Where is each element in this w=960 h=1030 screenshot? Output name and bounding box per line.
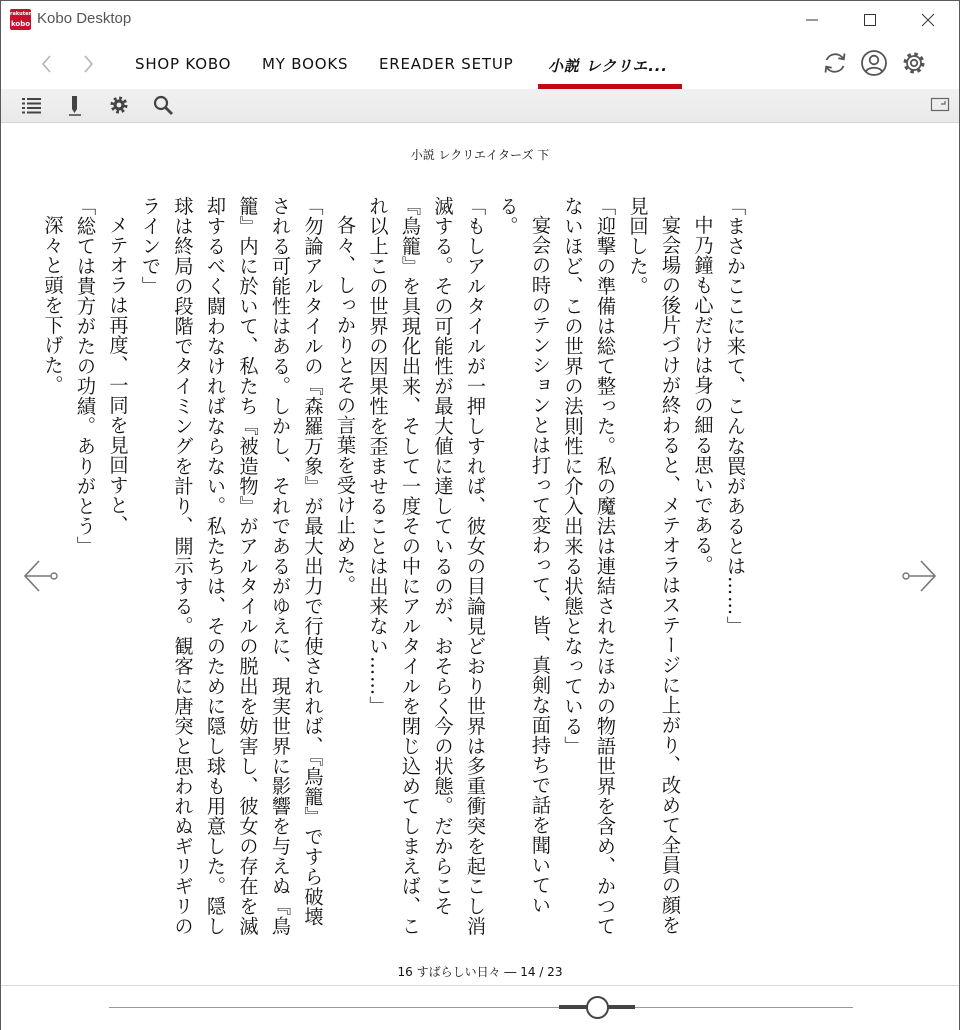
reading-settings-icon — [108, 94, 130, 116]
chapter-page-info: 16 すばらしい日々 ― 14 / 23 — [397, 965, 563, 979]
annotations-icon — [64, 94, 86, 116]
paragraph: 「総ては貴方がたの功績。ありがとう」 — [74, 196, 97, 556]
contents-icon — [21, 94, 43, 116]
close-button[interactable] — [899, 1, 957, 39]
paragraph: 「まさかここに来て、こんな罠があるとは……」 — [724, 196, 747, 636]
tab-my-books[interactable]: MY BOOKS — [262, 55, 349, 73]
annotations-button[interactable] — [64, 94, 86, 116]
title-bar — [1, 1, 959, 39]
settings-icon — [899, 48, 929, 78]
maximize-icon — [863, 13, 877, 27]
reading-pane[interactable] — [1, 123, 959, 985]
main-nav-bar — [1, 39, 959, 89]
search-icon — [152, 94, 174, 116]
paragraph: 中乃鐘も心だけは身の細る思いである。 — [691, 215, 715, 576]
account-button[interactable] — [859, 48, 889, 78]
tab-ereader-setup[interactable]: EREADER SETUP — [379, 55, 514, 73]
logo-text-top: rakuten — [10, 11, 33, 17]
previous-page-icon — [21, 551, 61, 601]
back-button[interactable] — [37, 53, 57, 75]
app-title: Kobo Desktop — [37, 10, 132, 27]
next-page-button[interactable] — [899, 551, 939, 601]
sync-button[interactable] — [820, 48, 850, 78]
tab-shop-kobo[interactable]: SHOP KOBO — [135, 55, 232, 73]
progress-slider-thumb[interactable] — [586, 996, 609, 1019]
forward-icon — [78, 53, 98, 75]
account-icon — [859, 48, 889, 78]
kobo-logo-icon — [10, 9, 31, 30]
paragraph: 宴会場の後片づけが終わると、メテオラはステージに上がり、改めて全員の顔を見回した。 — [626, 196, 682, 936]
paragraph: 深々と頭を下げた。 — [41, 215, 65, 396]
minimize-button[interactable] — [783, 1, 841, 39]
forward-button[interactable] — [78, 53, 98, 75]
settings-button[interactable] — [899, 48, 929, 78]
paragraph: 「もしアルタイルが一押しすれば、彼女の目論見どおり世界は多重衝突を起こし消滅する。その可能性が最大値に達しているのが、おそらく今の状態。だからこそ『鳥籠』を具現化出来、そして一度その中にアルタイルを閉じ込めてしまえば、これ以上この世界の因果性を歪ませることは出来ない……」 — [366, 196, 487, 936]
search-button[interactable] — [152, 94, 174, 116]
paragraph: 宴会の時のテンションとは打って変わって、皆、真剣な面持ちで話を聞いている。 — [496, 196, 552, 916]
back-icon — [37, 53, 57, 75]
close-icon — [921, 13, 935, 27]
paragraph: メテオラは再度、一同を見回すと、 — [106, 215, 130, 536]
book-page-text — [41, 196, 751, 941]
next-page-icon — [899, 551, 939, 601]
contents-button[interactable] — [21, 94, 43, 116]
maximize-button[interactable] — [841, 1, 899, 39]
progress-bar-area — [1, 985, 959, 1030]
logo-text-bottom: kobo — [10, 20, 31, 28]
minimize-icon — [805, 13, 819, 27]
progress-slider-track[interactable] — [109, 1007, 853, 1008]
reader-toolbar — [1, 89, 959, 123]
book-title-header: 小説 レクリエイターズ 下 — [410, 148, 550, 162]
paragraph: 「迎撃の準備は総て整った。私の魔法は連結されたほかの物語世界を含め、かつてないほど、この世界の法則性に介入出来る状態となっている」 — [561, 196, 617, 936]
paragraph: 「勿論アルタイルの『森羅万象』が最大出力で行使されれば、『鳥籠』ですら破壊される可能性はある。しかし、それであるがゆえに、現実世界に影響を与えぬ『鳥籠』内に於いて、私たち『被造物』がアルタイルの脱出を妨害し、彼女の存在を滅却するべく闘わなければならない。私たちは、そのために隠し球も用意した。隠し球は終局の段階でタイミングを計り、開示する。観客に唐突と思われぬギリギリのラインで」 — [139, 196, 325, 936]
fullscreen-button[interactable] — [929, 94, 951, 116]
fullscreen-icon — [929, 94, 951, 116]
previous-page-button[interactable] — [21, 551, 61, 601]
paragraph: 各々、しっかりとその言葉を受け止めた。 — [334, 215, 357, 596]
tab-current-book[interactable]: 小説 レクリエ... — [548, 57, 668, 75]
reading-settings-button[interactable] — [108, 94, 130, 116]
sync-icon — [820, 48, 850, 78]
